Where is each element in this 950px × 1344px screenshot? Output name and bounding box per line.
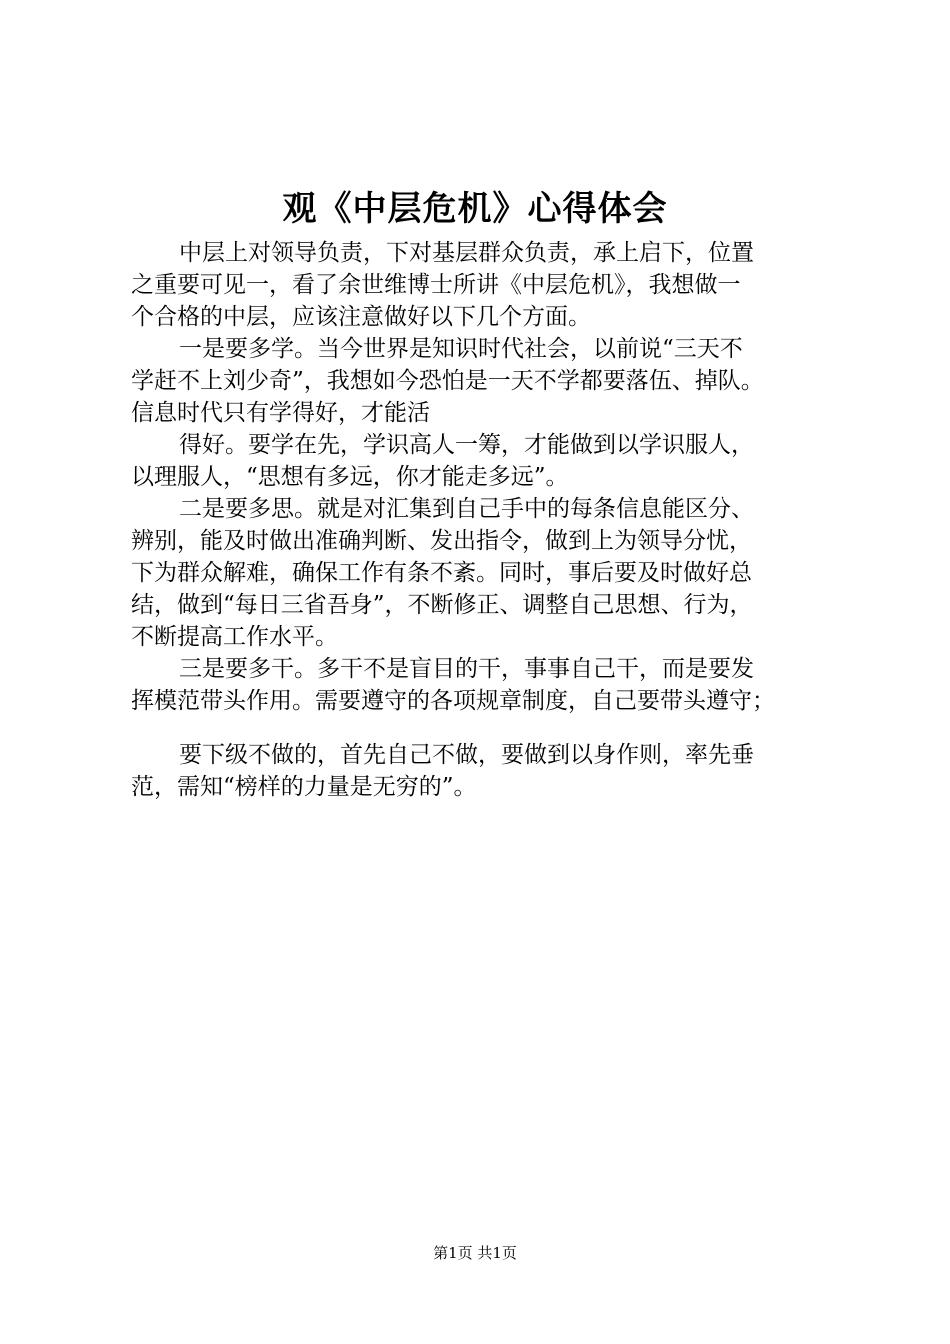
paragraph-lead-by-example <box>131 739 831 803</box>
paragraph-line: 得好。要学在先，学识高人一筹，才能做到以学识服人， <box>179 432 754 458</box>
paragraph-line: 范，需知“榜样的力量是无穷的”。 <box>131 774 477 800</box>
paragraph-line: 三是要多干。多干不是盲目的干，事事自己干，而是要发 <box>179 656 754 682</box>
paragraph-line: 挥模范带头作用。需要遵守的各项规章制度，自己要带头遵守； <box>131 688 775 714</box>
paragraph-line: 中层上对领导负责，下对基层群众负责，承上启下，位置 <box>179 240 754 266</box>
paragraph-line: 信息时代只有学得好，才能活 <box>131 400 430 426</box>
paragraph-study-continued <box>131 429 831 493</box>
page-footer: 第1页 共1页 <box>433 1244 517 1262</box>
document-title: 观《中层危机》心得体会 <box>282 189 668 229</box>
paragraph-line: 以理服人，“思想有多远，你才能走多远”。 <box>131 464 569 490</box>
paragraph-think <box>131 493 831 653</box>
paragraph-line: 下为群众解难，确保工作有条不紊。同时，事后要及时做好总 <box>131 560 752 586</box>
paragraph-study <box>131 333 831 429</box>
paragraph-line: 辨别，能及时做出准确判断、发出指令，做到上为领导分忧， <box>131 528 752 554</box>
paragraph-line: 个合格的中层，应该注意做好以下几个方面。 <box>131 304 591 330</box>
paragraph-line: 学赶不上刘少奇”，我想如今恐怕是一天不学都要落伍、掉队。 <box>131 368 764 394</box>
paragraph-line: 一是要多学。当今世界是知识时代社会，以前说“三天不 <box>179 336 743 362</box>
paragraph-line: 结，做到“每日三省吾身”，不断修正、调整自己思想、行为， <box>131 592 753 618</box>
document-body <box>131 237 831 803</box>
paragraph-intro <box>131 237 831 333</box>
paragraph-line: 二是要多思。就是对汇集到自己手中的每条信息能区分、 <box>179 496 754 522</box>
paragraph-line: 要下级不做的，首先自己不做，要做到以身作则，率先垂 <box>179 742 754 768</box>
paragraph-gap <box>131 717 831 739</box>
paragraph-act <box>131 653 831 717</box>
paragraph-line: 之重要可见一，看了余世维博士所讲《中层危机》，我想做一 <box>131 272 741 298</box>
paragraph-line: 不断提高工作水平。 <box>131 624 338 650</box>
